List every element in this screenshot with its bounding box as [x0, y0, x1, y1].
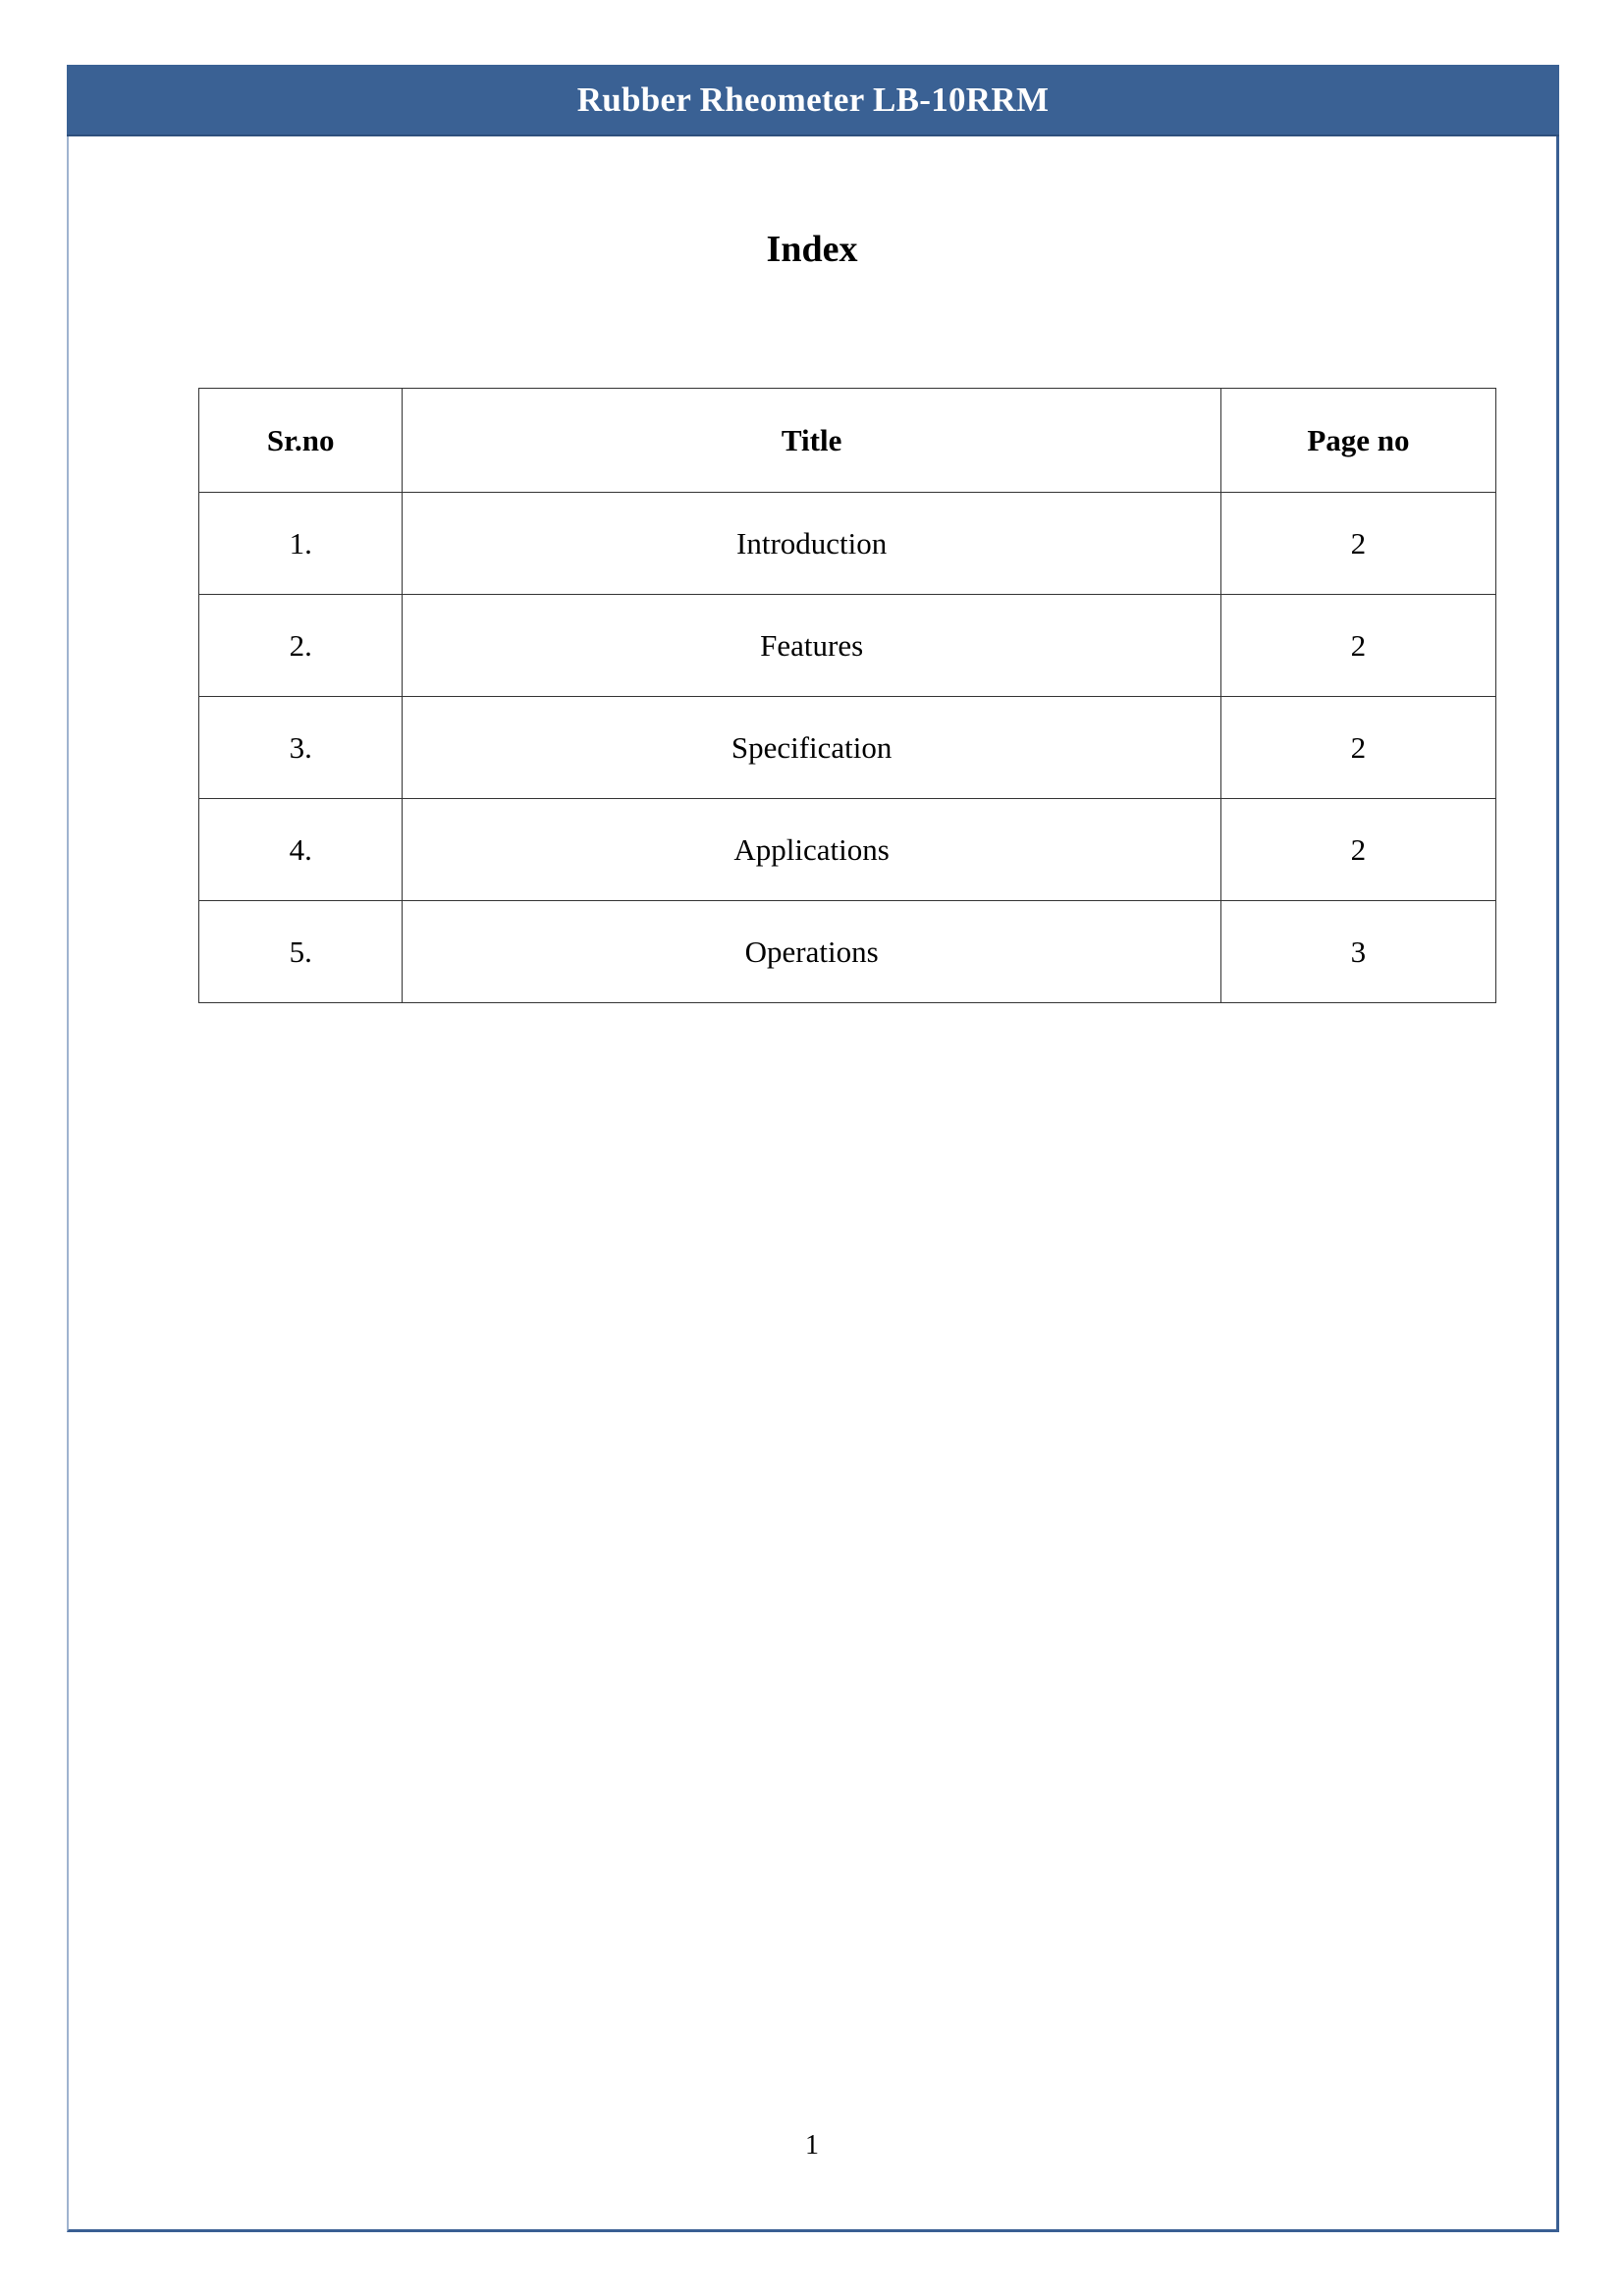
row-sr-no: 4.	[199, 799, 403, 901]
page-number: 1	[805, 2130, 819, 2161]
row-page-no: 2	[1220, 595, 1495, 697]
table-row	[199, 697, 1496, 799]
row-sr-no: 2.	[199, 595, 403, 697]
row-page-no: 2	[1220, 799, 1495, 901]
table-row	[199, 901, 1496, 1003]
row-sr-no: 3.	[199, 697, 403, 799]
table-header-row	[199, 389, 1496, 493]
row-page-no: 3	[1220, 901, 1495, 1003]
column-header-page-no: Page no	[1220, 389, 1495, 493]
document-title: Rubber Rheometer LB-10RRM	[576, 80, 1050, 119]
table-row	[199, 493, 1496, 595]
row-title: Operations	[403, 901, 1220, 1003]
column-header-title: Title	[403, 389, 1220, 493]
row-title: Specification	[403, 697, 1220, 799]
row-title: Features	[403, 595, 1220, 697]
index-heading: Index	[766, 229, 858, 270]
row-page-no: 2	[1220, 493, 1495, 595]
row-sr-no: 5.	[199, 901, 403, 1003]
index-table	[198, 388, 1496, 1003]
row-page-no: 2	[1220, 697, 1495, 799]
header-bar	[67, 65, 1559, 136]
row-sr-no: 1.	[199, 493, 403, 595]
column-header-sr-no: Sr.no	[199, 389, 403, 493]
table-row	[199, 595, 1496, 697]
row-title: Applications	[403, 799, 1220, 901]
table-row	[199, 799, 1496, 901]
row-title: Introduction	[403, 493, 1220, 595]
